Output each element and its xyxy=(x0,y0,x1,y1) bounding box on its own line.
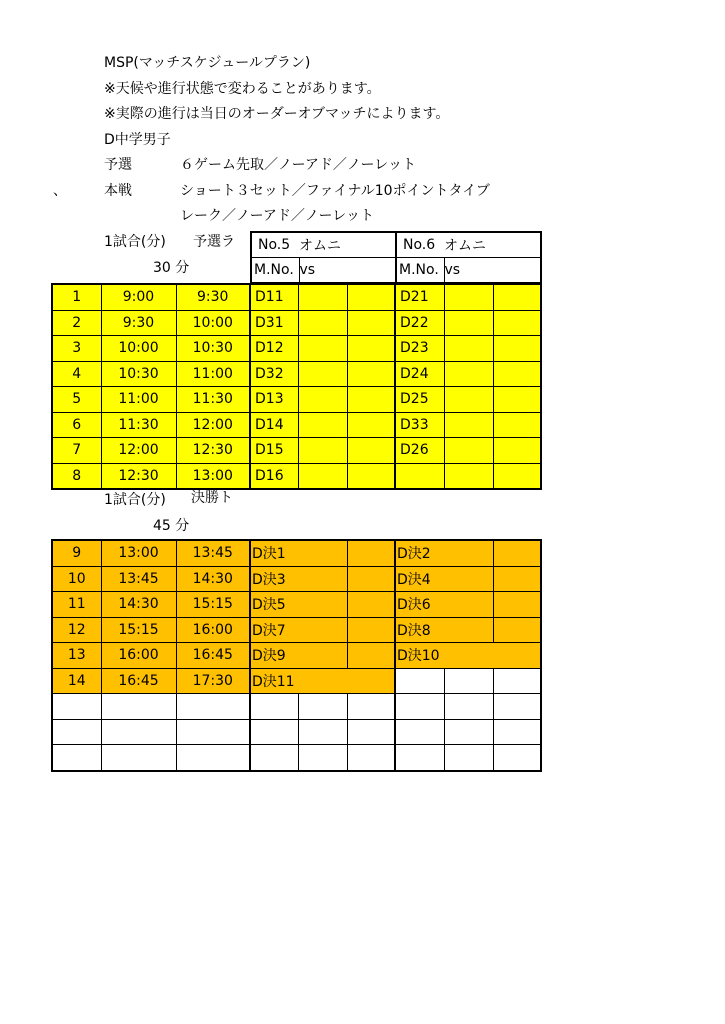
court6-match-cell xyxy=(395,694,444,720)
court5-player-b-cell xyxy=(347,438,395,464)
court5-player-a-cell xyxy=(298,463,347,489)
prelim-schedule-table xyxy=(51,283,542,490)
match-order-cell: 5 xyxy=(52,387,101,413)
order-note: ※実際の進行は当日のオーダーオブマッチによります。 xyxy=(104,106,450,122)
start-time-cell xyxy=(101,694,176,720)
court5-player-b-cell xyxy=(347,540,395,566)
match-duration-value: 30 分 xyxy=(153,260,190,276)
final-duration-value: 45 分 xyxy=(153,518,190,534)
start-time-cell: 16:00 xyxy=(101,643,176,669)
table-row xyxy=(52,284,541,310)
court5-match-cell xyxy=(250,719,298,745)
court5-player-a-cell xyxy=(298,745,347,771)
table-row xyxy=(52,310,541,336)
court6-player-a-cell xyxy=(444,438,493,464)
court5-player-b-cell xyxy=(347,592,395,618)
match-order-cell: 14 xyxy=(52,668,101,694)
court6-player-b-cell xyxy=(493,617,541,643)
start-time-cell: 13:45 xyxy=(101,566,176,592)
court6-player-a-cell xyxy=(444,412,493,438)
empty-row xyxy=(52,719,541,745)
court6-player-b-cell xyxy=(493,310,541,336)
end-time-cell: 10:00 xyxy=(176,310,250,336)
start-time-cell: 13:00 xyxy=(101,540,176,566)
table-row xyxy=(52,643,541,669)
court6-player-b-cell xyxy=(493,566,541,592)
court5-player-b-cell xyxy=(347,463,395,489)
match-order-cell: 1 xyxy=(52,284,101,310)
court5-player-b-cell xyxy=(347,745,395,771)
court6-match-cell xyxy=(395,719,444,745)
match-duration-label: 1試合(分) xyxy=(104,234,166,250)
court6-player-a-cell xyxy=(444,361,493,387)
court5-match-cell: D決5 xyxy=(250,592,298,618)
court6-match-cell xyxy=(395,463,444,489)
court6-player-a-cell xyxy=(444,617,493,643)
court5-player-a-cell xyxy=(298,719,347,745)
end-time-cell xyxy=(176,719,250,745)
court5-player-b-cell xyxy=(347,643,395,669)
court5-player-a-cell xyxy=(298,387,347,413)
table-row xyxy=(52,566,541,592)
end-time-cell xyxy=(176,745,250,771)
court5-vs-header: vs xyxy=(299,258,396,284)
start-time-cell: 12:30 xyxy=(101,463,176,489)
court5-player-b-cell xyxy=(347,387,395,413)
final-duration-label: 1試合(分) xyxy=(104,492,166,508)
court5-match-cell: D決1 xyxy=(250,540,298,566)
court6-player-b-cell xyxy=(493,592,541,618)
court6-player-a-cell xyxy=(444,566,493,592)
stray-mark: 、 xyxy=(53,183,67,199)
table-row xyxy=(52,540,541,566)
court6-match-cell: D決8 xyxy=(395,617,444,643)
court6-player-a-cell xyxy=(444,310,493,336)
court6-player-b-cell xyxy=(493,361,541,387)
court5-match-cell: D12 xyxy=(250,336,298,362)
court6-surface: オムニ xyxy=(444,232,541,258)
court6-player-b-cell xyxy=(493,387,541,413)
match-order-cell: 6 xyxy=(52,412,101,438)
court5-player-a-cell xyxy=(298,592,347,618)
end-time-cell: 10:30 xyxy=(176,336,250,362)
stage-label-final: 決勝ト xyxy=(191,490,233,506)
court6-number: No.6 xyxy=(396,232,444,258)
end-time-cell: 12:00 xyxy=(176,412,250,438)
court5-match-cell: D決3 xyxy=(250,566,298,592)
table-row xyxy=(52,463,541,489)
court6-vs-header: vs xyxy=(444,258,541,284)
end-time-cell: 17:30 xyxy=(176,668,250,694)
court5-player-b-cell xyxy=(347,412,395,438)
end-time-cell: 12:30 xyxy=(176,438,250,464)
match-order-cell: 3 xyxy=(52,336,101,362)
court5-surface: オムニ xyxy=(299,232,396,258)
table-row xyxy=(52,438,541,464)
court-header-table xyxy=(250,231,542,284)
court6-player-a-cell xyxy=(444,694,493,720)
court5-player-b-cell xyxy=(347,617,395,643)
court6-player-b-cell xyxy=(493,336,541,362)
court6-match-cell: D決2 xyxy=(395,540,444,566)
court5-player-a-cell xyxy=(298,438,347,464)
match-order-cell: 7 xyxy=(52,438,101,464)
table-row xyxy=(52,412,541,438)
court6-player-b-cell xyxy=(493,643,541,669)
court5-player-a-cell xyxy=(298,540,347,566)
start-time-cell: 11:00 xyxy=(101,387,176,413)
court6-mno-header: M.No. xyxy=(396,258,444,284)
empty-row xyxy=(52,694,541,720)
court5-match-cell: D14 xyxy=(250,412,298,438)
court5-player-a-cell xyxy=(298,566,347,592)
court5-match-cell xyxy=(250,745,298,771)
court6-player-b-cell xyxy=(493,745,541,771)
table-row xyxy=(52,387,541,413)
prelim-label: 予選 xyxy=(104,157,132,173)
court5-player-a-cell xyxy=(298,668,347,694)
end-time-cell: 16:45 xyxy=(176,643,250,669)
match-order-cell: 2 xyxy=(52,310,101,336)
end-time-cell: 9:30 xyxy=(176,284,250,310)
court6-player-b-cell xyxy=(493,694,541,720)
match-order-cell xyxy=(52,745,101,771)
main-rule: ショート３セット／ファイナル10ポイントタイブ xyxy=(180,183,490,199)
match-order-cell: 10 xyxy=(52,566,101,592)
court5-match-cell: D32 xyxy=(250,361,298,387)
court5-player-a-cell xyxy=(298,694,347,720)
court6-player-a-cell xyxy=(444,668,493,694)
court5-match-cell: D31 xyxy=(250,310,298,336)
court5-player-a-cell xyxy=(298,643,347,669)
end-time-cell: 13:00 xyxy=(176,463,250,489)
end-time-cell: 14:30 xyxy=(176,566,250,592)
court6-player-b-cell xyxy=(493,438,541,464)
court5-match-cell: D11 xyxy=(250,284,298,310)
court6-player-a-cell xyxy=(444,284,493,310)
match-order-cell: 8 xyxy=(52,463,101,489)
court6-player-b-cell xyxy=(493,668,541,694)
court6-player-a-cell xyxy=(444,463,493,489)
court5-match-cell: D15 xyxy=(250,438,298,464)
court5-player-b-cell xyxy=(347,361,395,387)
category-label: D中学男子 xyxy=(104,132,171,148)
court6-player-b-cell xyxy=(493,463,541,489)
match-order-cell xyxy=(52,694,101,720)
court5-player-a-cell xyxy=(298,617,347,643)
match-order-cell: 13 xyxy=(52,643,101,669)
court5-player-b-cell xyxy=(347,719,395,745)
court5-mno-header: M.No. xyxy=(251,258,299,284)
start-time-cell: 15:15 xyxy=(101,617,176,643)
end-time-cell xyxy=(176,694,250,720)
main-rule-continued: レーク／ノーアド／ノーレット xyxy=(180,208,375,224)
start-time-cell: 14:30 xyxy=(101,592,176,618)
court5-match-cell: D16 xyxy=(250,463,298,489)
end-time-cell: 11:00 xyxy=(176,361,250,387)
court5-player-a-cell xyxy=(298,336,347,362)
main-label: 本戦 xyxy=(104,183,132,199)
court5-player-b-cell xyxy=(347,694,395,720)
end-time-cell: 15:15 xyxy=(176,592,250,618)
court6-player-b-cell xyxy=(493,540,541,566)
court6-match-cell: D決6 xyxy=(395,592,444,618)
weather-note: ※天候や進行状態で変わることがあります。 xyxy=(104,81,381,97)
court6-player-b-cell xyxy=(493,719,541,745)
match-order-cell: 12 xyxy=(52,617,101,643)
start-time-cell: 12:00 xyxy=(101,438,176,464)
court6-match-cell: D22 xyxy=(395,310,444,336)
end-time-cell: 11:30 xyxy=(176,387,250,413)
court6-match-cell: D33 xyxy=(395,412,444,438)
court5-player-b-cell xyxy=(347,284,395,310)
court6-player-b-cell xyxy=(493,412,541,438)
schedule-title: MSP(マッチスケジュールプラン) xyxy=(104,55,311,71)
prelim-rule: ６ゲーム先取／ノーアド／ノーレット xyxy=(180,157,417,173)
court5-player-a-cell xyxy=(298,310,347,336)
match-order-cell: 9 xyxy=(52,540,101,566)
court5-match-cell: D決11 xyxy=(250,668,298,694)
court5-player-a-cell xyxy=(298,412,347,438)
match-order-cell xyxy=(52,719,101,745)
court6-match-cell xyxy=(395,668,444,694)
court5-player-b-cell xyxy=(347,310,395,336)
court5-player-b-cell xyxy=(347,566,395,592)
court6-match-cell xyxy=(395,745,444,771)
start-time-cell xyxy=(101,719,176,745)
court6-player-b-cell xyxy=(493,284,541,310)
court6-match-cell: D決10 xyxy=(395,643,444,669)
match-order-cell: 4 xyxy=(52,361,101,387)
court6-match-cell: D25 xyxy=(395,387,444,413)
court6-player-a-cell xyxy=(444,540,493,566)
start-time-cell: 16:45 xyxy=(101,668,176,694)
court6-player-a-cell xyxy=(444,387,493,413)
court5-match-cell: D決9 xyxy=(250,643,298,669)
court5-match-cell xyxy=(250,694,298,720)
court6-player-a-cell xyxy=(444,592,493,618)
start-time-cell: 10:30 xyxy=(101,361,176,387)
court6-player-a-cell xyxy=(444,745,493,771)
stage-label-prelim: 予選ラ xyxy=(193,234,235,250)
end-time-cell: 13:45 xyxy=(176,540,250,566)
court5-player-b-cell xyxy=(347,668,395,694)
start-time-cell: 9:30 xyxy=(101,310,176,336)
end-time-cell: 16:00 xyxy=(176,617,250,643)
court5-match-cell: D決7 xyxy=(250,617,298,643)
start-time-cell: 9:00 xyxy=(101,284,176,310)
start-time-cell: 10:00 xyxy=(101,336,176,362)
court5-number: No.5 xyxy=(251,232,299,258)
court6-player-a-cell xyxy=(444,336,493,362)
table-row xyxy=(52,336,541,362)
court6-match-cell: D21 xyxy=(395,284,444,310)
court5-match-cell: D13 xyxy=(250,387,298,413)
court5-player-a-cell xyxy=(298,284,347,310)
empty-row xyxy=(52,745,541,771)
start-time-cell: 11:30 xyxy=(101,412,176,438)
court6-player-a-cell xyxy=(444,719,493,745)
court5-player-a-cell xyxy=(298,361,347,387)
match-order-cell: 11 xyxy=(52,592,101,618)
court6-match-cell: D決4 xyxy=(395,566,444,592)
court6-player-a-cell xyxy=(444,643,493,669)
court5-player-b-cell xyxy=(347,336,395,362)
court6-match-cell: D23 xyxy=(395,336,444,362)
table-row xyxy=(52,668,541,694)
court6-match-cell: D26 xyxy=(395,438,444,464)
table-row xyxy=(52,617,541,643)
court6-match-cell: D24 xyxy=(395,361,444,387)
final-schedule-table xyxy=(51,539,542,772)
start-time-cell xyxy=(101,745,176,771)
table-row xyxy=(52,592,541,618)
table-row xyxy=(52,361,541,387)
